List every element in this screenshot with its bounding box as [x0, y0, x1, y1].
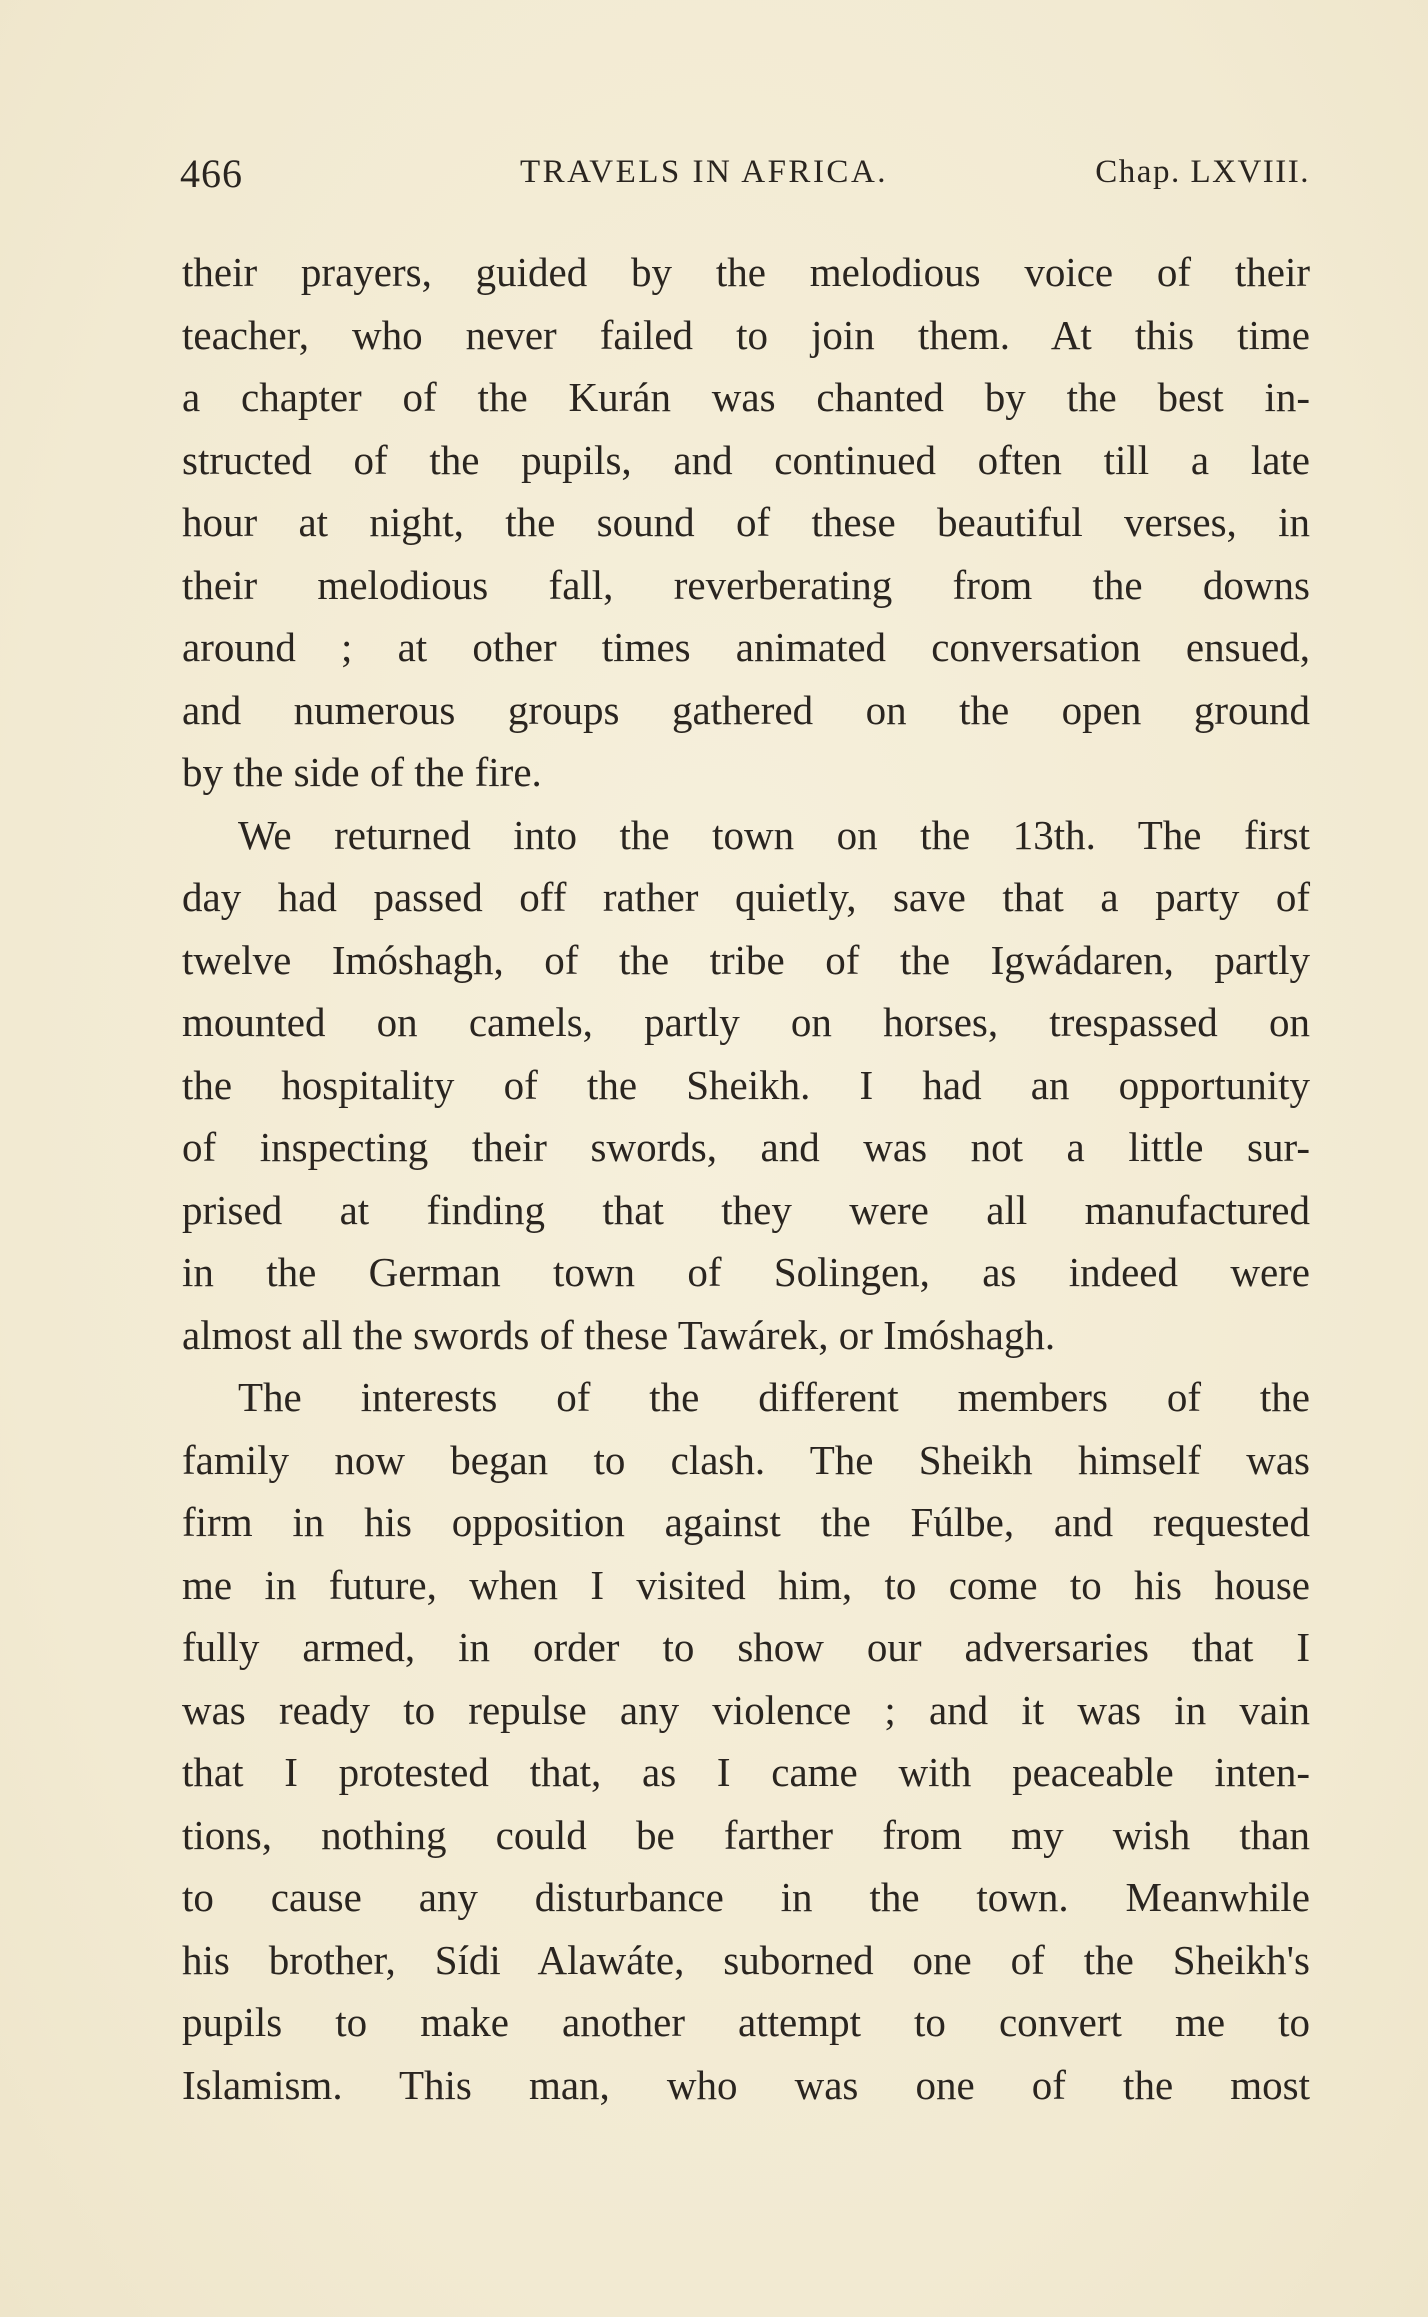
text-line: pupils to make another attempt to convert me to: [182, 1999, 1310, 2045]
body-text: [182, 241, 1310, 2116]
text-line: twelve Imóshagh, of the tribe of the Igwádaren, partly: [182, 936, 1310, 983]
page-number: 466: [180, 151, 243, 196]
text-line: me in future, when I visited him, to come to his house: [182, 1561, 1310, 1608]
text-line: mounted on camels, partly on horses, trespassed on: [182, 999, 1310, 1045]
text-line: hour at night, the sound of these beautiful verses, in: [182, 499, 1310, 545]
text-line: their prayers, guided by the melodious voice of their: [182, 249, 1310, 295]
text-line: their melodious fall, reverberating from the downs: [182, 561, 1310, 608]
text-line: Islamism. This man, who was one of the most: [182, 2061, 1310, 2108]
text-line: prised at finding that they were all manufactured: [182, 1186, 1310, 1233]
text-line: family now began to clash. The Sheikh himself was: [182, 1436, 1310, 1483]
running-title: TRAVELS IN AFRICA.: [520, 154, 889, 190]
text-line: the hospitality of the Sheikh. I had an opportunity: [182, 1061, 1310, 1108]
text-line: by the side of the fire.: [182, 749, 542, 795]
text-line: around ; at other times animated conversation ensued,: [182, 624, 1310, 670]
text-line: was ready to repulse any violence ; and it was in vain: [182, 1686, 1310, 1733]
text-line: day had passed off rather quietly, save that a party of: [182, 874, 1310, 920]
text-line: structed of the pupils, and continued often till a late: [182, 436, 1310, 483]
page-header: [180, 150, 1310, 200]
chapter-reference: Chap. LXVIII.: [1095, 154, 1310, 190]
text-line: teacher, who never failed to join them. At this time: [182, 311, 1310, 358]
text-line: of inspecting their swords, and was not a little sur-: [182, 1124, 1310, 1170]
text-line: in the German town of Solingen, as indeed were: [182, 1249, 1310, 1295]
text-line: The interests of the different members of the: [238, 1374, 1310, 1420]
text-line: and numerous groups gathered on the open ground: [182, 686, 1310, 733]
text-line: firm in his opposition against the Fúlbe, and requested: [182, 1499, 1310, 1545]
text-line: We returned into the town on the 13th. The first: [238, 811, 1310, 858]
text-line: his brother, Sídi Alawáte, suborned one of the Sheikh's: [182, 1936, 1310, 1983]
text-line: fully armed, in order to show our adversaries that I: [182, 1624, 1310, 1670]
text-line: to cause any disturbance in the town. Meanwhile: [182, 1874, 1310, 1920]
text-line: a chapter of the Kurán was chanted by the best in-: [182, 374, 1310, 420]
text-line: almost all the swords of these Tawárek, or Imóshagh.: [182, 1311, 1056, 1358]
text-line: that I protested that, as I came with peaceable inten-: [182, 1749, 1310, 1795]
text-line: tions, nothing could be farther from my wish than: [182, 1811, 1310, 1858]
